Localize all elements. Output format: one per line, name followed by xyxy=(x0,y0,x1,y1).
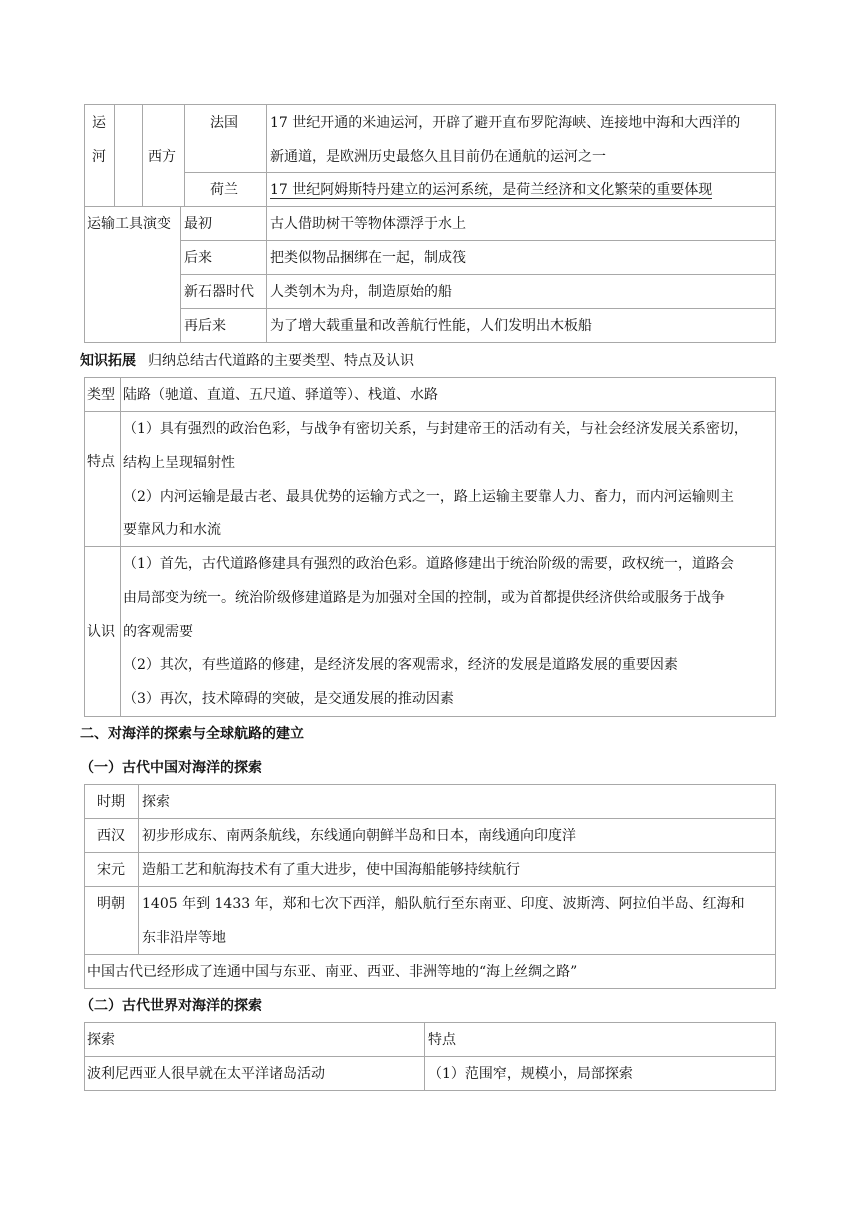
stage-label: 最初 xyxy=(184,216,212,232)
exploration-cell: 东非沿岸等地 xyxy=(142,930,226,946)
exploration-cell: 造船工艺和航海技术有了重大进步，使中国海船能够持续航行 xyxy=(142,862,520,878)
understanding-line: （1）首先，古代道路修建具有强烈的政治色彩。道路修建出于统治阶级的需要，政权统一，道路会 xyxy=(123,556,734,572)
feature-label: 特点 xyxy=(87,454,115,470)
period-cell: 西汉 xyxy=(97,828,125,844)
canal-label-char1: 运 xyxy=(92,115,106,131)
stage-desc: 把类似物品捆绑在一起，制成筏 xyxy=(270,250,466,266)
stage-label: 再后来 xyxy=(184,318,226,334)
france-desc-line2: 新通道，是欧洲历史最悠久且目前仍在通航的运河之一 xyxy=(270,149,606,165)
understanding-line: 的客观需要 xyxy=(123,624,193,640)
france-label: 法国 xyxy=(210,115,238,131)
canal-label-char2: 河 xyxy=(92,149,106,165)
exploration-cell: 波利尼西亚人很早就在太平洋诸岛活动 xyxy=(87,1066,325,1082)
feature-line: 要靠风力和水流 xyxy=(123,522,221,538)
understanding-line: 由局部变为统一。统治阶级修建道路是为加强对全国的控制，或为首都提供经济供给或服务于战争 xyxy=(123,590,725,606)
stage-desc: 人类刳木为舟，制造原始的船 xyxy=(270,284,452,300)
subsection-heading-china: （一）古代中国对海洋的探索 xyxy=(80,760,262,776)
period-cell: 宋元 xyxy=(97,862,125,878)
understanding-line: （2）其次，有些道路的修建，是经济发展的客观需求，经济的发展是道路发展的重要因素 xyxy=(123,657,678,673)
period-cell: 明朝 xyxy=(97,896,125,912)
netherlands-desc: 17 世纪阿姆斯特丹建立的运河系统，是荷兰经济和文化繁荣的重要体现 xyxy=(270,182,713,198)
type-label: 类型 xyxy=(87,387,115,403)
understanding-line: （3）再次，技术障碍的突破，是交通发展的推动因素 xyxy=(123,691,454,707)
table-footer-note: 中国古代已经形成了连通中国与东亚、南亚、西亚、非洲等地的“海上丝绸之路” xyxy=(87,964,578,980)
stage-label: 新石器时代 xyxy=(184,284,254,300)
exploration-cell: 初步形成东、南两条航线，东线通向朝鲜半岛和日本，南线通向印度洋 xyxy=(142,828,576,844)
exploration-header: 探索 xyxy=(87,1032,115,1048)
west-label: 西方 xyxy=(148,149,176,165)
feature-line: （2）内河运输是最古老、最具优势的运输方式之一，路上运输主要靠人力、畜力，而内河运输则主 xyxy=(123,489,734,505)
netherlands-label: 荷兰 xyxy=(210,182,238,198)
type-value: 陆路（驰道、直道、五尺道、驿道等）、栈道、水路 xyxy=(123,387,438,403)
feature-cell: （1）范围窄，规模小，局部探索 xyxy=(428,1066,633,1082)
feature-header: 特点 xyxy=(428,1032,456,1048)
feature-line: （1）具有强烈的政治色彩，与战争有密切关系，与封建帝王的活动有关，与社会经济发展关系密切， xyxy=(123,421,748,437)
feature-line: 结构上呈现辐射性 xyxy=(123,455,235,471)
stage-desc: 为了增大载重量和改善航行性能，人们发明出木板船 xyxy=(270,318,592,334)
stage-desc: 古人借助树干等物体漂浮于水上 xyxy=(270,216,466,232)
section-heading: 二、对海洋的探索与全球航路的建立 xyxy=(80,726,304,742)
france-desc-line1: 17 世纪开通的米迪运河，开辟了避开直布罗陀海峡、连接地中海和大西洋的 xyxy=(270,115,741,131)
subsection-heading-world: （二）古代世界对海洋的探索 xyxy=(80,998,262,1014)
knowledge-extension-label: 知识拓展 xyxy=(80,353,136,369)
knowledge-extension-text: 归纳总结古代道路的主要类型、特点及认识 xyxy=(148,353,414,369)
transport-evolution-label: 运输工具演变 xyxy=(87,216,171,232)
stage-label: 后来 xyxy=(184,250,212,266)
exploration-header: 探索 xyxy=(142,794,170,810)
understanding-label: 认识 xyxy=(87,624,115,640)
exploration-cell: 1405 年到 1433 年，郑和七次下西洋，船队航行至东南亚、印度、波斯湾、阿拉伯半岛、红海和 xyxy=(142,896,745,912)
period-header: 时期 xyxy=(97,794,125,810)
